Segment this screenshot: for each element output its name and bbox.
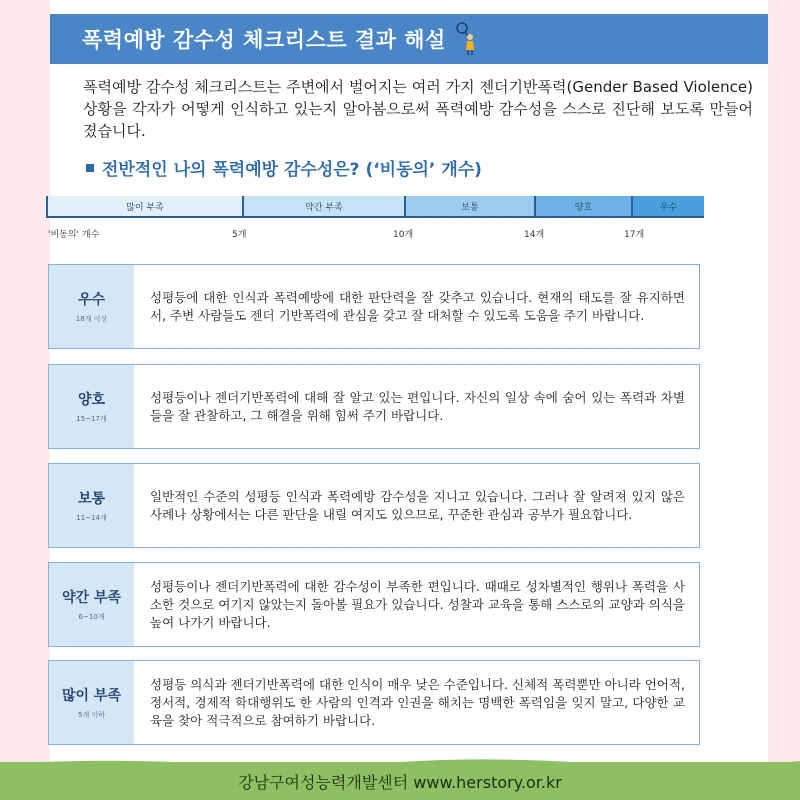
result-grade: 양호 [77, 392, 106, 408]
result-description: 성평등에 대한 인식과 폭력예방에 대한 판단력을 잘 갖추고 있습니다. 현재의 태도를 잘 유지하면서, 주변 사람들도 젠더 기반폭력에 관심을 갖고 잘 대처할 수 있도록 도움을 주기 바랍니다. [150, 289, 685, 323]
result-description: 성평등이나 젠더기반폭력에 대한 감수성이 부족한 편입니다. 때때로 성차별적인 행위나 폭력을 사소한 것으로 여기지 않았는지 돌아볼 필요가 있습니다. 성찰과 교육을 통해 스스로의 교양과 의식을 높여 나가기 바랍니다. [150, 578, 685, 630]
result-box-excellent [48, 264, 700, 349]
result-label [49, 265, 134, 348]
person-icon [456, 22, 478, 56]
scale-tick-10: 10개 [393, 230, 414, 240]
result-range: 18개 이상 [75, 315, 108, 323]
result-box-average [48, 463, 700, 548]
result-description: 성평등이나 젠더기반폭력에 대해 잘 알고 있는 편입니다. 자신의 일상 속에 숨어 있는 폭력과 차별들을 잘 관찰하고, 그 해결을 위해 힘써 주기 바랍니다. [150, 389, 685, 423]
result-grade: 약간 부족 [62, 590, 121, 606]
scale-tick-label: '비동의' 개수 [48, 230, 100, 240]
footer-bar [0, 762, 800, 800]
result-label [49, 365, 134, 448]
scale-segment-very-low: 많이 부족 [46, 196, 242, 216]
footer-text: 강남구여성능력개발센터 www.herstory.or.kr [238, 772, 562, 792]
result-range: 5개 이하 [78, 711, 105, 719]
section-title [86, 155, 482, 180]
result-grade: 많이 부족 [62, 688, 121, 704]
scale-tick-5: 5개 [232, 230, 247, 240]
result-box-low [48, 562, 700, 647]
result-description: 일반적인 수준의 성평등 인식과 폭력예방 감수성을 지니고 있습니다. 그러나 잘 알려져 있지 않은 사례나 상황에서는 다른 판단을 내릴 여지도 있으므로, 꾸준한 관심과 공부가 필요합니다. [150, 488, 685, 522]
result-grade: 보통 [77, 491, 106, 507]
scale-segment-good: 양호 [534, 196, 631, 216]
scale-segment-low: 약간 부족 [242, 196, 404, 216]
header-title: 폭력예방 감수성 체크리스트 결과 해설 [82, 28, 446, 52]
result-label [49, 464, 134, 547]
scale-tick-14: 14개 [524, 230, 545, 240]
result-description: 성평등 의식과 젠더기반폭력에 대한 인식이 매우 낮은 수준입니다. 신체적 폭력뿐만 아니라 언어적, 정서적, 경제적 학대행위도 한 사람의 인격과 인권을 해치는 명백한 폭력임을 잊지 말고, 다양한 교육을 찾아 적극적으로 참여하기 바랍니다. [150, 676, 685, 728]
section-title-text: 전반적인 나의 폭력예방 감수성은? (‘비동의’ 개수) [102, 160, 482, 180]
result-box-good [48, 364, 700, 449]
header-bar [50, 14, 768, 64]
result-range: 15~17개 [76, 415, 107, 423]
result-box-very-low [48, 660, 700, 745]
intro-text: 폭력예방 감수성 체크리스트는 주변에서 벌어지는 여러 가지 젠더기반폭력(Gender Based Violence) 상황을 각자가 어떻게 인식하고 있는지 알아봄으로써 폭력예방 감수성을 스스로 진단해 보도록 만들어졌습니다. [83, 78, 753, 140]
result-label [49, 661, 134, 744]
scale-axis [46, 216, 704, 218]
result-range: 6~10개 [78, 613, 105, 621]
result-grade: 우수 [77, 292, 106, 308]
square-bullet-icon [86, 164, 94, 172]
scale-segment-average: 보통 [404, 196, 534, 216]
score-scale [46, 196, 704, 216]
result-label [49, 563, 134, 646]
scale-tick-17: 17개 [624, 230, 645, 240]
scale-segment-excellent: 우수 [631, 196, 704, 216]
result-range: 11~14개 [76, 514, 107, 522]
